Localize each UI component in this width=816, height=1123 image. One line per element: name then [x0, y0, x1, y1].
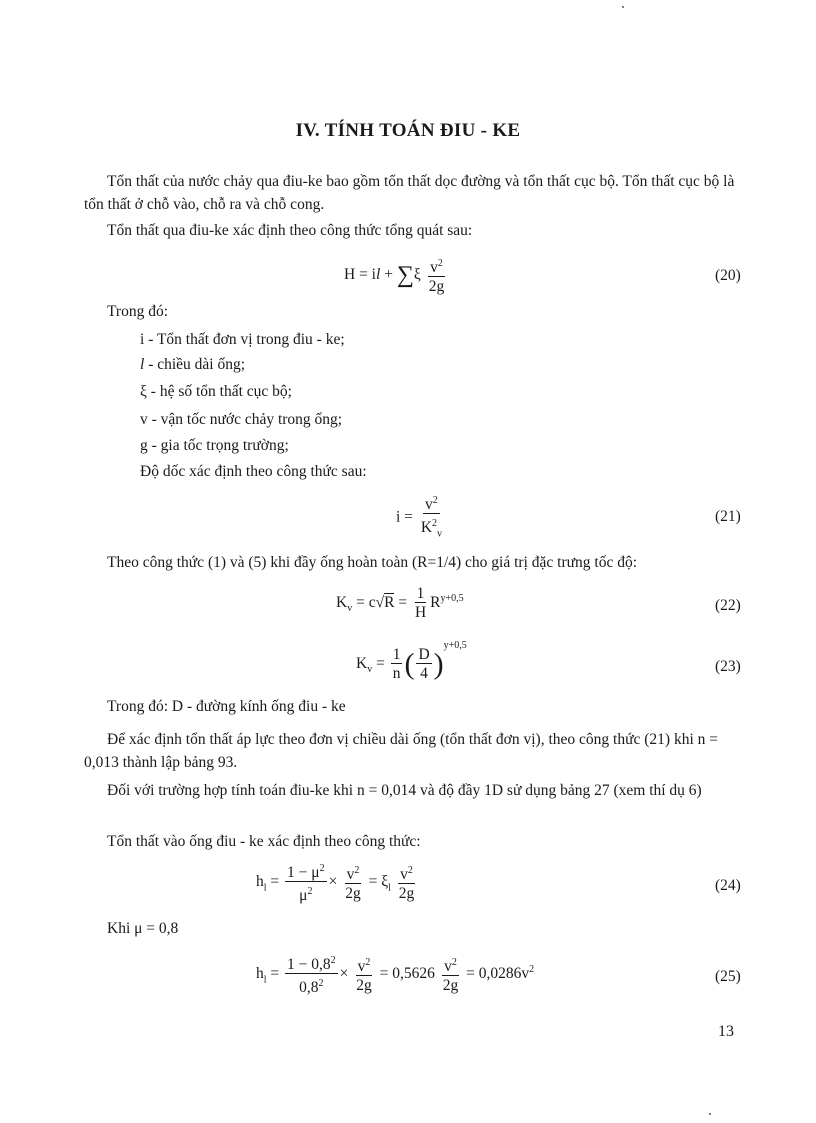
eq24-xi: = ξ	[364, 873, 389, 891]
equation-number-25: (25)	[715, 968, 741, 985]
definition-text: - vận tốc nước chảy trong ống;	[147, 411, 343, 428]
paragraph-intro: Tổn thất của nước chảy qua điu-ke bao gồm tổn thất dọc đường và tổn thất cục bộ. Tổn thất cục bộ là tổn thất ở chỗ vào, chỗ ra và chỗ cong.	[84, 173, 735, 213]
slope-intro: Độ dốc xác định theo công thức sau:	[140, 463, 367, 480]
eq20-lhs: H = i	[344, 266, 376, 284]
eq22-fraction	[413, 585, 428, 622]
eq24-f2-den: 2g	[345, 885, 361, 903]
equation-number-20: (20)	[715, 267, 741, 284]
eq20-plus: +	[380, 266, 397, 284]
eq24-fraction-2	[343, 862, 363, 903]
eq24-f3-num-exp: 2	[407, 865, 413, 877]
page-number: 13	[718, 1023, 734, 1040]
equation-number-24: (24)	[715, 877, 741, 894]
equation-25	[256, 952, 534, 997]
scan-speck	[709, 1113, 711, 1115]
eq23-inner-fraction	[416, 646, 431, 683]
equation-20	[344, 255, 448, 296]
eq20-fraction	[427, 255, 447, 296]
mu-condition: Khi μ = 0,8	[107, 920, 179, 937]
eq23-lhs: K	[356, 655, 368, 672]
equation-number-23: (23)	[715, 658, 741, 675]
eq23-inner-num: D	[418, 645, 430, 663]
eq24-lhs: h	[256, 873, 264, 891]
eq20-xi: ξ	[413, 266, 421, 284]
paragraph-general-formula: Tổn thất qua điu-ke xác định theo công thức tổng quát sau:	[107, 222, 473, 239]
eq21-num-exp: 2	[432, 495, 438, 506]
left-paren-icon: (	[404, 647, 415, 681]
eq24-f3-den: 2g	[398, 885, 415, 903]
eq24-f2-num: v	[346, 866, 355, 884]
paragraph-table-93: Để xác định tổn thất áp lực theo đơn vị chiều dài ống (tổn thất đơn vị), theo công thức (21) khi n = 0,013 thành lập bảng 93.	[84, 731, 718, 771]
eq20-num-exp: 2	[437, 258, 443, 269]
sqrt-icon: √	[375, 594, 385, 612]
equation-number-21: (21)	[715, 508, 741, 525]
eq22-r: R	[430, 594, 441, 612]
eq21-lhs: i =	[396, 508, 413, 526]
eq23-fraction	[391, 646, 403, 683]
eq24-f2-num-exp: 2	[354, 865, 360, 877]
definition-symbol: l	[140, 356, 145, 373]
eq24-f1-num-exp: 2	[319, 863, 325, 874]
paragraph-entry-loss: Tổn thất vào ống điu - ke xác định theo công thức:	[107, 833, 421, 850]
equation-22	[336, 585, 464, 622]
definition-symbol: g	[140, 437, 148, 454]
eq20-num: v	[430, 259, 438, 277]
eq25-lhs-sub: l	[263, 974, 267, 986]
scan-speck	[622, 6, 624, 8]
definition-g	[140, 434, 289, 457]
definition-text: - chiều dài ống;	[144, 356, 246, 373]
eq25-result-exp: 2	[529, 964, 535, 976]
eq22-den: H	[414, 604, 427, 621]
eq24-fraction-1	[285, 860, 327, 905]
eq23-inner-den: 4	[420, 664, 428, 682]
eq23-exp: y+0,5	[443, 640, 467, 651]
eq23-den: n	[392, 664, 401, 682]
eq24-f1-den: μ	[299, 887, 308, 905]
eq22-r-exp: y+0,5	[440, 592, 464, 604]
eq20-l: l	[376, 266, 381, 284]
eq21-fraction	[419, 492, 444, 543]
eq24-fraction-3	[397, 862, 417, 903]
where-label-1: Trong đó:	[107, 303, 169, 320]
definition-text: - hệ số tổn thất cục bộ;	[146, 383, 292, 400]
eq24-eq: =	[266, 873, 280, 891]
right-paren-icon: )	[433, 647, 444, 681]
equation-number-22: (22)	[715, 597, 741, 614]
eq25-fraction-3	[441, 954, 461, 995]
eq25-f3-num-exp: 2	[451, 957, 457, 969]
eq22-c: = c	[352, 594, 376, 612]
eq22-lhs-sub: v	[347, 603, 353, 615]
eq25-lhs: h	[256, 965, 264, 983]
equation-23	[356, 640, 467, 683]
eq21-num: v	[425, 496, 433, 514]
eq21-den-exp: 2	[432, 518, 438, 530]
eq21-den: K	[420, 519, 433, 537]
eq24-f3-num: v	[400, 866, 408, 884]
eq25-result: = 0,0286v	[462, 965, 530, 983]
definition-text: - gia tốc trọng trường;	[147, 437, 289, 454]
paragraph-table-27: Đối với trường hợp tính toán điu-ke khi n = 0,014 và độ đầy 1D sử dụng bảng 27 (xem thí dụ 6)	[107, 782, 702, 799]
eq24-times: ×	[328, 873, 338, 891]
definition-i	[140, 328, 345, 351]
eq23-eq: =	[372, 655, 385, 672]
definition-v	[140, 408, 342, 431]
definition-xi	[140, 380, 292, 403]
eq23-num: 1	[392, 645, 401, 663]
sum-symbol: ∑	[396, 262, 414, 289]
eq25-eq: =	[266, 965, 280, 983]
eq25-fraction-2	[354, 954, 374, 995]
paragraph-velocity: Theo công thức (1) và (5) khi đầy ống hoàn toàn (R=1/4) cho giá trị đặc trưng tốc độ:	[107, 554, 638, 571]
eq25-f1-num-exp: 2	[330, 955, 336, 966]
section-heading: IV. TÍNH TOÁN ĐIU - KE	[295, 120, 521, 141]
eq24-lhs-sub: l	[263, 882, 267, 894]
eq25-f1-den: 0,8	[299, 979, 319, 997]
definition-symbol: ξ	[140, 383, 147, 400]
eq25-f2-den: 2g	[356, 977, 372, 995]
eq22-sqrt-arg: R	[384, 594, 395, 612]
definition-symbol: v	[140, 411, 148, 428]
equation-24	[256, 860, 418, 905]
eq23-lhs-sub: v	[367, 664, 373, 676]
eq22-num: 1	[416, 585, 425, 602]
eq25-f3-den: 2g	[442, 977, 459, 995]
equation-21	[396, 492, 446, 543]
where-label-2: Trong đó: D - đường kính ống điu - ke	[107, 698, 346, 715]
eq25-fraction-1	[285, 952, 338, 997]
eq25-f2-num: v	[357, 958, 366, 976]
definition-text: - Tổn thất đơn vị trong điu - ke;	[144, 331, 345, 348]
definition-l	[140, 353, 245, 376]
eq20-den: 2g	[428, 278, 445, 296]
eq24-f1-num: 1 − μ	[287, 864, 320, 882]
eq24-f1-den-exp: 2	[307, 886, 313, 898]
eq25-f1-den-exp: 2	[318, 978, 324, 990]
eq25-coefficient: = 0,5626	[375, 965, 435, 983]
eq25-f1-num: 1 − 0,8	[287, 956, 331, 974]
eq25-times: ×	[339, 965, 349, 983]
eq24-xi-sub: l	[388, 882, 391, 894]
eq25-f2-num-exp: 2	[365, 957, 371, 969]
eq22-lhs: K	[336, 594, 348, 612]
eq25-f3-num: v	[444, 958, 452, 976]
eq22-eq: =	[394, 594, 408, 612]
eq21-den-sub: v	[437, 528, 443, 540]
definition-symbol: i	[140, 331, 145, 348]
